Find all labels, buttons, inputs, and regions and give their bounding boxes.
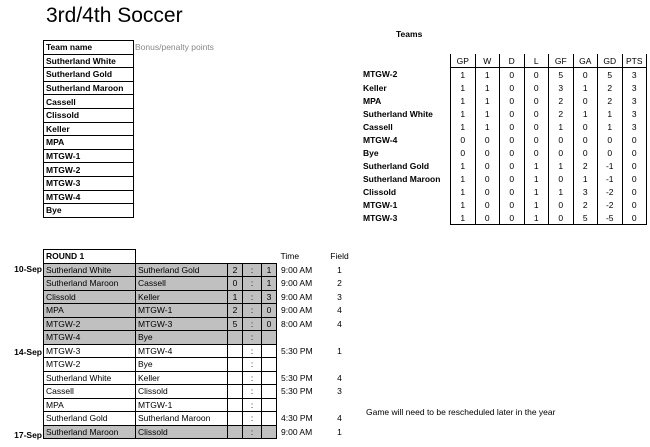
standings-blank-header — [363, 54, 451, 68]
standings-value-cell[interactable]: 2 — [598, 94, 623, 107]
team-name-cell[interactable]: MTGW-3 — [44, 176, 134, 190]
standings-value-cell[interactable]: 0 — [500, 94, 525, 107]
standings-value-cell[interactable]: -5 — [598, 211, 623, 225]
team-list-row — [44, 54, 134, 68]
score-separator: : — [243, 398, 262, 412]
home-team-cell[interactable]: Sutherland Gold — [44, 412, 136, 426]
standings-row — [363, 133, 647, 146]
field-header: Field — [330, 251, 349, 262]
standings-value-cell[interactable]: 1 — [598, 107, 623, 120]
home-team-cell[interactable]: Clissold — [44, 290, 136, 304]
standings-value-cell[interactable]: 0 — [475, 146, 500, 159]
standings-value-cell[interactable]: 0 — [549, 198, 574, 211]
standings-value-cell[interactable]: 0 — [573, 120, 598, 133]
standings-column-header: PTS — [622, 54, 647, 68]
away-score-cell[interactable]: 0 — [262, 317, 277, 331]
game-field-cell[interactable]: 4 — [337, 318, 342, 329]
away-team-cell[interactable]: MTGW-1 — [136, 304, 228, 318]
team-list-row — [44, 95, 134, 109]
home-score-cell[interactable] — [228, 398, 243, 412]
away-team-cell[interactable]: Sutherland Gold — [136, 263, 228, 277]
home-team-cell[interactable]: MPA — [44, 304, 136, 318]
standings-value-cell[interactable]: 0 — [549, 172, 574, 185]
standings-value-cell[interactable]: 0 — [500, 185, 525, 198]
game-time-cell[interactable]: 9:00 AM — [281, 305, 313, 316]
standings-value-cell[interactable]: 1 — [475, 68, 500, 82]
away-team-cell[interactable]: Bye — [136, 358, 228, 372]
standings-value-cell[interactable]: 0 — [573, 133, 598, 146]
score-separator: : — [243, 304, 262, 318]
schedule-blank-cell — [262, 250, 277, 264]
away-team-cell[interactable]: Cassell — [136, 277, 228, 291]
standings-value-cell[interactable]: -2 — [598, 198, 623, 211]
standings-row — [363, 211, 647, 225]
team-name-cell[interactable]: MTGW-4 — [44, 190, 134, 204]
home-score-cell[interactable] — [228, 331, 243, 345]
game-row — [44, 304, 352, 318]
standings-value-cell[interactable]: 3 — [622, 81, 647, 94]
standings-value-cell[interactable]: 1 — [475, 81, 500, 94]
standings-value-cell[interactable]: 0 — [524, 133, 549, 146]
game-field-cell[interactable] — [328, 398, 352, 412]
standings-row — [363, 185, 647, 198]
standings-value-cell[interactable]: -2 — [598, 185, 623, 198]
schedule-blank-cell — [228, 250, 243, 264]
game-row — [44, 371, 352, 385]
standings-value-cell[interactable]: 0 — [524, 146, 549, 159]
standings-value-cell[interactable]: 0 — [475, 172, 500, 185]
game-time-cell[interactable]: 9:00 AM — [281, 291, 313, 302]
standings-value-cell[interactable]: 5 — [549, 68, 574, 82]
away-team-cell[interactable]: MTGW-3 — [136, 317, 228, 331]
score-separator: : — [243, 425, 262, 439]
team-list-row — [44, 68, 134, 82]
team-list-row — [44, 136, 134, 150]
standings-team-cell[interactable]: Sutherland White — [363, 108, 433, 119]
score-separator: : — [243, 358, 262, 372]
home-team-cell[interactable]: MTGW-2 — [44, 358, 136, 372]
standings-row — [363, 198, 647, 211]
standings-value-cell[interactable]: 2 — [573, 198, 598, 211]
team-name-header[interactable]: Team name — [44, 41, 134, 55]
away-team-cell[interactable]: Keller — [136, 371, 228, 385]
standings-value-cell[interactable]: 1 — [524, 211, 549, 225]
round-label[interactable]: ROUND 1 — [44, 250, 136, 264]
standings-value-cell[interactable]: 0 — [524, 107, 549, 120]
standings-team-cell[interactable]: Clissold — [363, 186, 397, 197]
standings-value-cell[interactable]: 0 — [549, 146, 574, 159]
score-separator: : — [243, 344, 262, 358]
game-time-cell[interactable] — [277, 398, 328, 412]
standings-value-cell[interactable]: 1 — [451, 211, 476, 225]
home-score-cell[interactable] — [228, 385, 243, 399]
standings-team-cell[interactable]: MTGW-4 — [363, 134, 398, 145]
standings-value-cell[interactable]: 1 — [549, 185, 574, 198]
standings-value-cell[interactable]: 0 — [524, 120, 549, 133]
standings-value-cell[interactable]: 0 — [622, 159, 647, 172]
standings-row — [363, 107, 647, 120]
away-score-cell[interactable] — [262, 425, 277, 439]
standings-team-cell[interactable]: MTGW-1 — [363, 199, 398, 210]
standings-value-cell[interactable]: 0 — [622, 172, 647, 185]
home-score-cell[interactable]: 1 — [228, 290, 243, 304]
home-score-cell[interactable] — [228, 371, 243, 385]
game-date-label: 17-Sep — [14, 430, 42, 441]
standings-value-cell[interactable]: 1 — [451, 185, 476, 198]
standings-row — [363, 81, 647, 94]
score-separator: : — [243, 277, 262, 291]
standings-value-cell[interactable]: 0 — [500, 198, 525, 211]
standings-row — [363, 120, 647, 133]
standings-team-cell[interactable]: MPA — [363, 95, 382, 106]
standings-value-cell[interactable]: 0 — [500, 68, 525, 82]
away-score-cell[interactable]: 1 — [262, 277, 277, 291]
away-score-cell[interactable]: 0 — [262, 304, 277, 318]
standings-value-cell[interactable]: 3 — [622, 120, 647, 133]
score-separator: : — [243, 385, 262, 399]
game-time-cell[interactable] — [277, 358, 328, 372]
away-score-cell[interactable] — [262, 398, 277, 412]
standings-value-cell[interactable]: 0 — [451, 146, 476, 159]
home-team-cell[interactable]: Sutherland Maroon — [44, 277, 136, 291]
standings-row — [363, 172, 647, 185]
reschedule-note: Game will need to be rescheduled later in the year — [366, 407, 556, 417]
away-team-cell[interactable]: Bye — [136, 331, 228, 345]
standings-value-cell[interactable]: 0 — [475, 211, 500, 225]
standings-column-header: L — [524, 54, 549, 68]
score-separator: : — [243, 331, 262, 345]
standings-column-header: GF — [549, 54, 574, 68]
standings-value-cell[interactable]: 1 — [475, 107, 500, 120]
away-score-cell[interactable] — [262, 331, 277, 345]
standings-value-cell[interactable]: 0 — [451, 133, 476, 146]
away-score-cell[interactable]: 1 — [262, 263, 277, 277]
game-field-cell[interactable]: 3 — [337, 291, 342, 302]
standings-value-cell[interactable]: 0 — [622, 133, 647, 146]
standings-column-header: GP — [451, 54, 476, 68]
team-name-cell[interactable]: Cassell — [44, 95, 134, 109]
schedule-table — [43, 249, 352, 439]
game-row — [44, 344, 352, 358]
team-name-cell[interactable]: Sutherland Gold — [44, 68, 134, 82]
standings-team-cell[interactable]: Sutherland Maroon — [363, 173, 441, 184]
game-field-cell[interactable]: 4 — [337, 305, 342, 316]
standings-value-cell[interactable]: 1 — [573, 107, 598, 120]
standings-value-cell[interactable]: 2 — [573, 159, 598, 172]
standings-value-cell[interactable]: 0 — [573, 146, 598, 159]
away-team-cell[interactable]: Sutherland Maroon — [136, 412, 228, 426]
home-team-cell[interactable]: MTGW-2 — [44, 317, 136, 331]
score-separator: : — [243, 263, 262, 277]
home-score-cell[interactable] — [228, 358, 243, 372]
standings-value-cell[interactable]: 5 — [573, 211, 598, 225]
schedule-header-row — [44, 250, 352, 264]
standings-value-cell[interactable]: 0 — [524, 94, 549, 107]
home-score-cell[interactable] — [228, 412, 243, 426]
standings-value-cell[interactable]: 3 — [622, 68, 647, 82]
standings-value-cell[interactable]: 1 — [549, 159, 574, 172]
away-score-cell[interactable] — [262, 412, 277, 426]
time-header: Time — [280, 251, 300, 262]
home-team-cell[interactable]: Sutherland Maroon — [44, 425, 136, 439]
game-row — [44, 317, 352, 331]
game-field-cell[interactable] — [328, 358, 352, 372]
standings-team-cell[interactable]: MTGW-3 — [363, 212, 398, 223]
standings-value-cell[interactable]: 1 — [549, 120, 574, 133]
page-title: 3rd/4th Soccer — [46, 4, 183, 27]
standings-value-cell[interactable]: 0 — [549, 133, 574, 146]
team-name-cell[interactable]: Sutherland Maroon — [44, 81, 134, 95]
standings-column-header: W — [475, 54, 500, 68]
standings-value-cell[interactable]: 1 — [573, 81, 598, 94]
game-row — [44, 277, 352, 291]
score-separator: : — [243, 290, 262, 304]
team-name-cell[interactable]: MTGW-2 — [44, 163, 134, 177]
standings-value-cell[interactable]: 3 — [549, 81, 574, 94]
standings-value-cell[interactable]: 0 — [475, 159, 500, 172]
team-list-row — [44, 81, 134, 95]
game-row — [44, 425, 352, 439]
game-field-cell[interactable]: 1 — [337, 345, 342, 356]
standings-value-cell[interactable]: 0 — [500, 107, 525, 120]
standings-row — [363, 68, 647, 82]
bonus-points-label: Bonus/penalty points — [135, 42, 214, 52]
game-time-cell[interactable]: 4:30 PM — [281, 413, 313, 424]
game-row — [44, 331, 352, 345]
standings-value-cell[interactable]: 1 — [573, 172, 598, 185]
standings-value-cell[interactable]: 0 — [622, 198, 647, 211]
standings-value-cell[interactable]: 0 — [573, 68, 598, 82]
standings-value-cell[interactable]: 0 — [524, 81, 549, 94]
standings-value-cell[interactable]: 0 — [622, 146, 647, 159]
standings-value-cell[interactable]: 2 — [598, 81, 623, 94]
schedule-blank-cell — [136, 250, 228, 264]
standings-team-cell[interactable]: Keller — [363, 82, 387, 93]
standings-value-cell[interactable]: 1 — [524, 185, 549, 198]
team-list-row — [44, 122, 134, 136]
standings-value-cell[interactable]: 0 — [500, 172, 525, 185]
standings-value-cell[interactable]: 0 — [475, 198, 500, 211]
game-field-cell[interactable]: 4 — [337, 413, 342, 424]
standings-value-cell[interactable]: 1 — [524, 198, 549, 211]
home-score-cell[interactable]: 5 — [228, 317, 243, 331]
away-team-cell[interactable]: Keller — [136, 290, 228, 304]
away-score-cell[interactable]: 3 — [262, 290, 277, 304]
game-time-cell[interactable]: 8:00 AM — [281, 318, 313, 329]
standings-value-cell[interactable]: 5 — [598, 68, 623, 82]
standings-value-cell[interactable]: 3 — [622, 107, 647, 120]
home-score-cell[interactable]: 2 — [228, 263, 243, 277]
standings-value-cell[interactable]: 0 — [500, 211, 525, 225]
standings-value-cell[interactable]: 0 — [524, 68, 549, 82]
home-team-cell[interactable]: Sutherland White — [44, 371, 136, 385]
standings-value-cell[interactable]: 1 — [451, 81, 476, 94]
standings-value-cell[interactable]: 3 — [573, 185, 598, 198]
standings-team-cell[interactable]: Cassell — [363, 121, 393, 132]
game-row — [44, 358, 352, 372]
standings-value-cell[interactable]: 1 — [451, 159, 476, 172]
game-time-cell[interactable] — [277, 331, 328, 345]
team-list-row — [44, 149, 134, 163]
standings-row — [363, 94, 647, 107]
score-separator: : — [243, 317, 262, 331]
game-time-cell[interactable]: 5:30 PM — [281, 386, 313, 397]
game-time-cell[interactable]: 9:00 AM — [281, 278, 313, 289]
standings-team-cell[interactable]: Bye — [363, 147, 379, 158]
standings-value-cell[interactable]: 0 — [500, 159, 525, 172]
standings-value-cell[interactable]: 0 — [475, 185, 500, 198]
standings-value-cell[interactable]: 1 — [475, 120, 500, 133]
standings-value-cell[interactable]: 0 — [549, 211, 574, 225]
standings-value-cell[interactable]: 1 — [475, 94, 500, 107]
game-time-cell[interactable]: 9:00 AM — [281, 264, 313, 275]
home-team-cell[interactable]: MTGW-4 — [44, 331, 136, 345]
standings-value-cell[interactable]: 0 — [500, 133, 525, 146]
team-list-row — [44, 108, 134, 122]
game-time-cell[interactable]: 5:30 PM — [281, 345, 313, 356]
game-time-cell[interactable]: 5:30 PM — [281, 372, 313, 383]
standings-value-cell[interactable]: 1 — [451, 94, 476, 107]
standings-row — [363, 159, 647, 172]
team-list-row — [44, 163, 134, 177]
team-name-cell[interactable]: Sutherland White — [44, 54, 134, 68]
home-score-cell[interactable]: 0 — [228, 277, 243, 291]
home-score-cell[interactable] — [228, 425, 243, 439]
standings-team-cell[interactable]: MTGW-2 — [363, 69, 398, 80]
standings-value-cell[interactable]: 1 — [524, 172, 549, 185]
game-row — [44, 385, 352, 399]
game-field-cell[interactable]: 2 — [337, 278, 342, 289]
standings-value-cell[interactable]: -1 — [598, 159, 623, 172]
standings-value-cell[interactable]: 1 — [451, 107, 476, 120]
standings-value-cell[interactable]: 0 — [500, 120, 525, 133]
game-field-cell[interactable]: 3 — [337, 386, 342, 397]
team-list-table — [43, 40, 134, 218]
team-name-cell[interactable]: MTGW-1 — [44, 149, 134, 163]
standings-value-cell[interactable]: 0 — [573, 94, 598, 107]
standings-value-cell[interactable]: 0 — [500, 146, 525, 159]
home-team-cell[interactable]: Sutherland White — [44, 263, 136, 277]
team-name-cell[interactable]: MPA — [44, 136, 134, 150]
game-field-cell[interactable]: 1 — [337, 264, 342, 275]
game-field-cell[interactable]: 1 — [337, 426, 342, 437]
home-team-cell[interactable]: MTGW-3 — [44, 344, 136, 358]
team-list-row — [44, 176, 134, 190]
game-date-label: 14-Sep — [14, 346, 42, 357]
standings-value-cell[interactable]: 1 — [451, 68, 476, 82]
standings-column-header: D — [500, 54, 525, 68]
away-score-cell[interactable] — [262, 358, 277, 372]
home-team-cell[interactable]: MPA — [44, 398, 136, 412]
away-team-cell[interactable]: MTGW-4 — [136, 344, 228, 358]
standings-value-cell[interactable]: 2 — [549, 94, 574, 107]
standings-value-cell[interactable]: 3 — [622, 94, 647, 107]
team-name-cell[interactable]: Clissold — [44, 108, 134, 122]
away-team-cell[interactable]: Clissold — [136, 385, 228, 399]
standings-title: Teams — [396, 29, 423, 39]
game-row — [44, 412, 352, 426]
standings-row — [363, 146, 647, 159]
team-name-cell[interactable]: Bye — [44, 204, 134, 218]
standings-value-cell[interactable]: -1 — [598, 172, 623, 185]
standings-value-cell[interactable]: 0 — [475, 133, 500, 146]
game-date-label: 10-Sep — [14, 263, 42, 274]
standings-value-cell[interactable]: 0 — [598, 133, 623, 146]
standings-value-cell[interactable]: 2 — [549, 107, 574, 120]
standings-value-cell[interactable]: 0 — [622, 185, 647, 198]
away-team-cell[interactable]: Clissold — [136, 425, 228, 439]
team-name-cell[interactable]: Keller — [44, 122, 134, 136]
score-separator: : — [243, 371, 262, 385]
away-score-cell[interactable] — [262, 371, 277, 385]
home-score-cell[interactable] — [228, 344, 243, 358]
standings-table — [363, 54, 647, 225]
standings-value-cell[interactable]: 0 — [500, 81, 525, 94]
standings-value-cell[interactable]: 1 — [451, 120, 476, 133]
standings-column-header: GA — [573, 54, 598, 68]
away-team-cell[interactable]: MTGW-1 — [136, 398, 228, 412]
home-team-cell[interactable]: Cassell — [44, 385, 136, 399]
game-field-cell[interactable] — [328, 331, 352, 345]
score-separator: : — [243, 412, 262, 426]
away-score-cell[interactable] — [262, 344, 277, 358]
team-list-row — [44, 204, 134, 218]
schedule-blank-cell — [243, 250, 262, 264]
standings-value-cell[interactable]: 0 — [622, 211, 647, 225]
standings-column-header: GD — [598, 54, 623, 68]
home-score-cell[interactable]: 2 — [228, 304, 243, 318]
game-row — [44, 290, 352, 304]
standings-value-cell[interactable]: 1 — [524, 159, 549, 172]
away-score-cell[interactable] — [262, 385, 277, 399]
team-list-header-row — [44, 41, 134, 55]
game-time-cell[interactable]: 9:00 AM — [281, 426, 313, 437]
game-row — [44, 263, 352, 277]
team-list-row — [44, 190, 134, 204]
standings-value-cell[interactable]: 0 — [598, 146, 623, 159]
standings-value-cell[interactable]: 1 — [598, 120, 623, 133]
standings-value-cell[interactable]: 1 — [451, 198, 476, 211]
game-row — [44, 398, 352, 412]
standings-value-cell[interactable]: 1 — [451, 172, 476, 185]
game-field-cell[interactable]: 4 — [337, 372, 342, 383]
standings-team-cell[interactable]: Sutherland Gold — [363, 160, 430, 171]
